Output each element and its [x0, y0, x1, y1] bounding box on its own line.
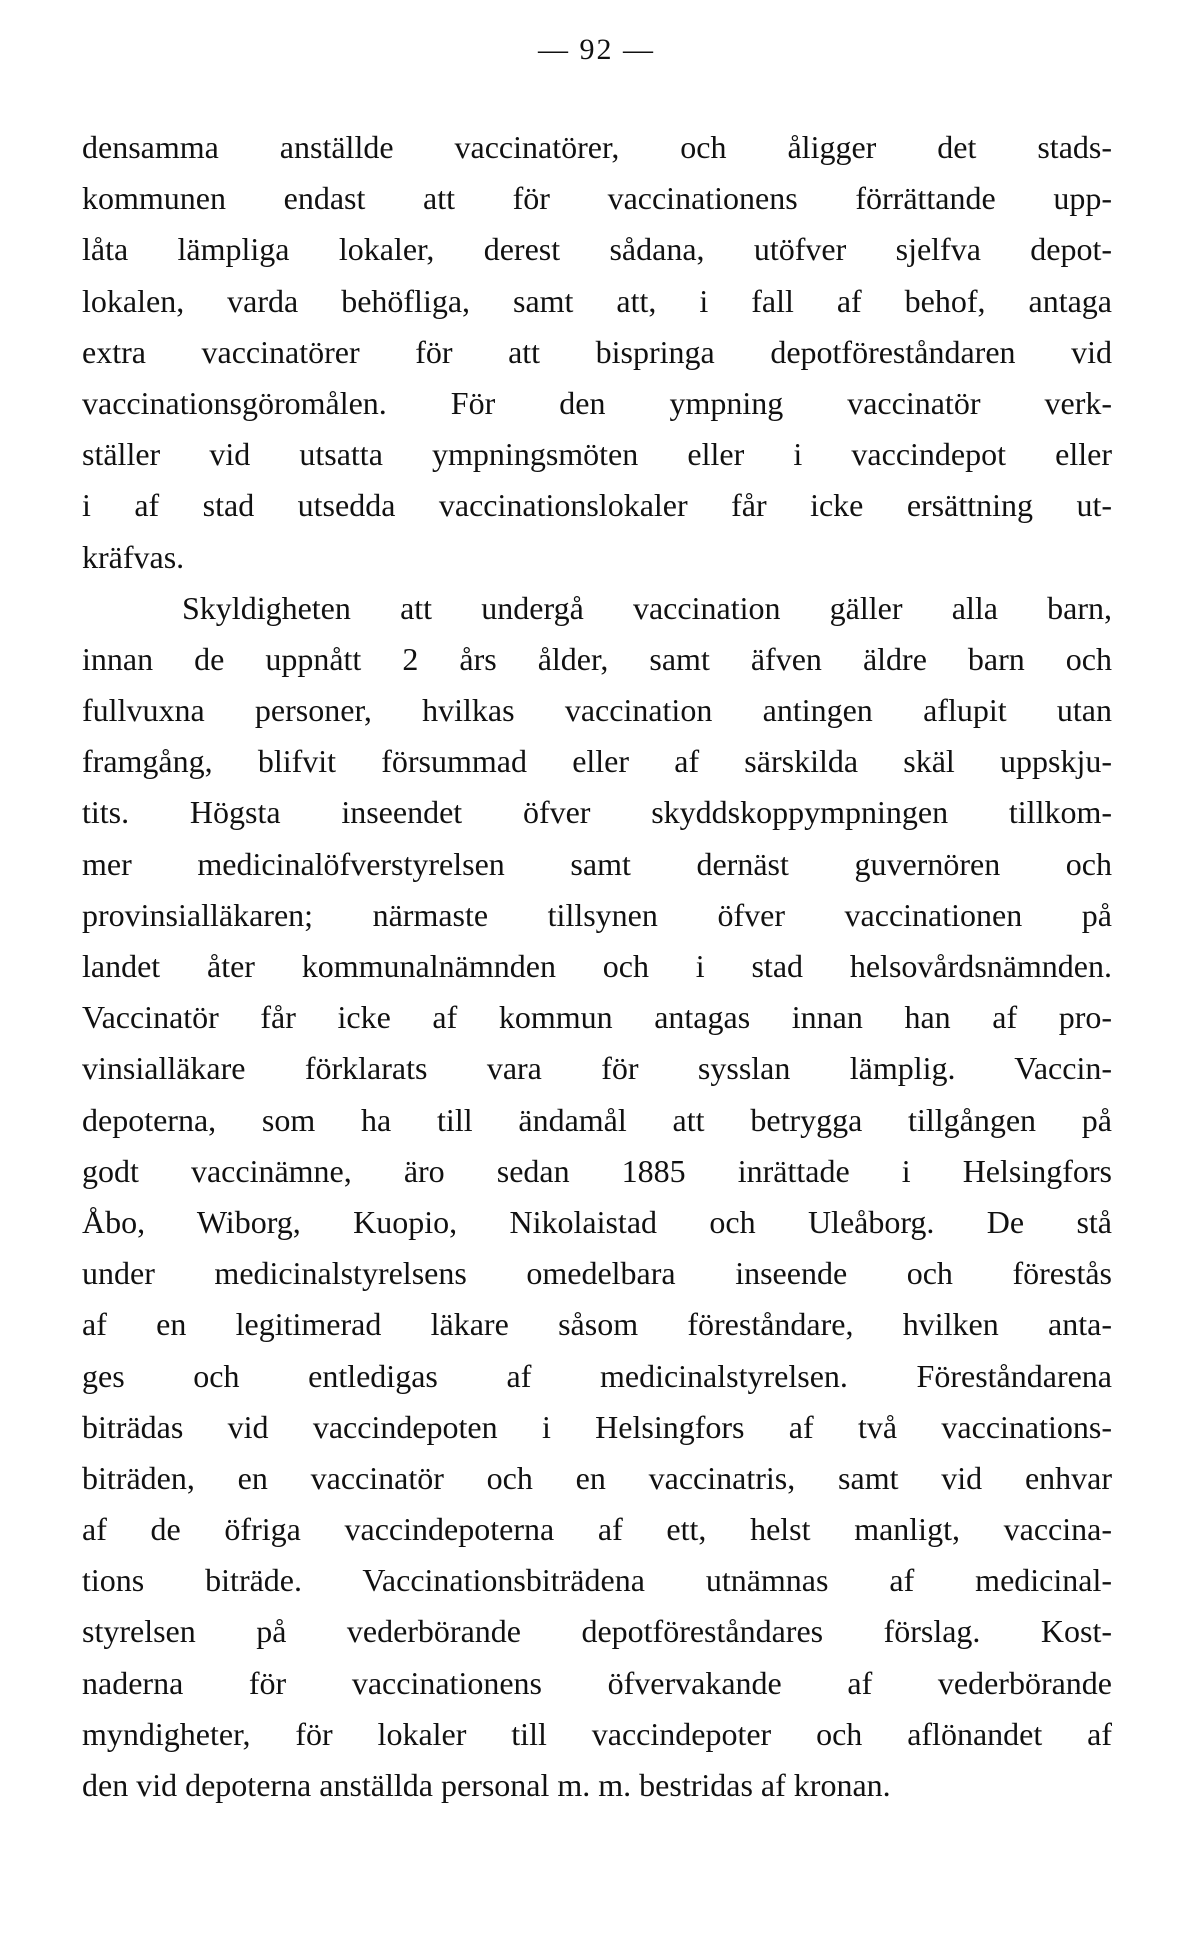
text-line: af en legitimerad läkare såsom föreståndare, hvilken anta-: [82, 1306, 1112, 1343]
text-line: styrelsen på vederbörande depotföreståndares förslag. Kost-: [82, 1613, 1112, 1650]
text-line: extra vaccinatörer för att bispringa depotföreståndaren vid: [82, 333, 1112, 370]
text-line: biträdas vid vaccindepoten i Helsingfors af två vaccinations-: [82, 1408, 1112, 1445]
text-line: framgång, blifvit försummad eller af särskilda skäl uppskju-: [82, 743, 1112, 780]
text-line: innan de uppnått 2 års ålder, samt äfven äldre barn och: [82, 640, 1112, 677]
text-line: tions biträde. Vaccinationsbiträdena utnämnas af medicinal-: [82, 1562, 1112, 1599]
text-line: den vid depoterna anställda personal m. m. bestridas af kronan.: [82, 1767, 891, 1803]
text-line: naderna för vaccinationens öfvervakande af vederbörande: [82, 1664, 1112, 1701]
text-line: kommunen endast att för vaccinationens förrättande upp-: [82, 180, 1112, 217]
text-line: vaccinationsgöromålen. För den ympning vaccinatör verk-: [82, 384, 1112, 421]
body-text: [82, 122, 1112, 1811]
text-line: depoterna, som ha till ändamål att betrygga tillgången på: [82, 1101, 1112, 1138]
text-line: landet åter kommunalnämnden och i stad helsovårdsnämnden.: [82, 948, 1112, 984]
text-line: ställer vid utsatta ympningsmöten eller i vaccindepot eller: [82, 436, 1112, 473]
text-line: Skyldigheten att undergå vaccination gäller alla barn,: [182, 589, 1112, 626]
text-line: af de öfriga vaccindepoterna af ett, helst manligt, vaccina-: [82, 1511, 1112, 1548]
text-line: biträden, en vaccinatör och en vaccinatris, samt vid enhvar: [82, 1459, 1112, 1496]
text-line: mer medicinalöfverstyrelsen samt dernäst guvernören och: [82, 845, 1112, 882]
text-line: provinsialläkaren; närmaste tillsynen öfver vaccinationen på: [82, 896, 1112, 933]
text-line: vinsialläkare förklarats vara för sysslan lämplig. Vaccin-: [82, 1050, 1112, 1087]
text-line: fullvuxna personer, hvilkas vaccination antingen aflupit utan: [82, 692, 1112, 729]
text-line: i af stad utsedda vaccinationslokaler får icke ersättning ut-: [82, 487, 1112, 524]
page-number: — 92 —: [538, 33, 655, 66]
text-line: Åbo, Wiborg, Kuopio, Nikolaistad och Uleåborg. De stå: [82, 1203, 1112, 1240]
text-line: låta lämpliga lokaler, derest sådana, utöfver sjelfva depot-: [82, 231, 1112, 268]
text-line: ges och entledigas af medicinalstyrelsen. Föreståndarena: [82, 1357, 1112, 1394]
text-line: under medicinalstyrelsens omedelbara inseende och förestås: [82, 1255, 1112, 1292]
text-line: Vaccinatör får icke af kommun antagas innan han af pro-: [82, 999, 1112, 1036]
text-line: kräfvas.: [82, 538, 185, 575]
text-line: tits. Högsta inseendet öfver skyddskoppympningen tillkom-: [82, 794, 1112, 831]
text-line: godt vaccinämne, äro sedan 1885 inrättade i Helsingfors: [82, 1152, 1112, 1189]
text-line: densamma anställde vaccinatörer, och åligger det stads-: [82, 129, 1112, 165]
text-line: lokalen, varda behöfliga, samt att, i fall af behof, antaga: [82, 282, 1112, 319]
text-line: myndigheter, för lokaler till vaccindepoter och aflönandet af: [82, 1715, 1112, 1752]
